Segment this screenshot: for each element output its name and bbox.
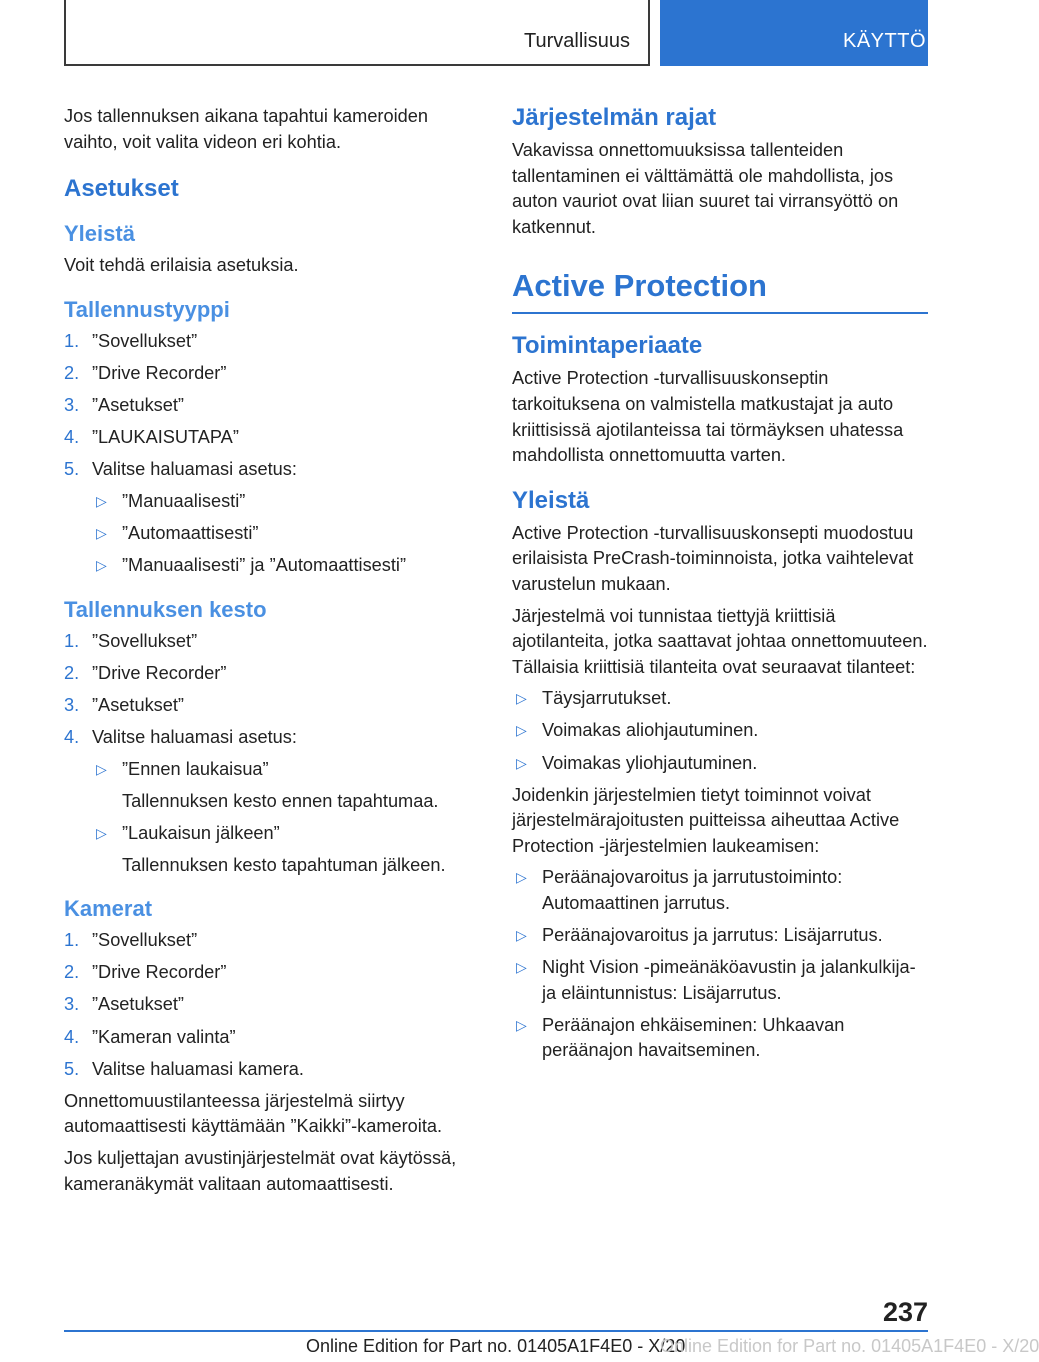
triangle-right-icon: ▷ (516, 1016, 527, 1033)
list-item: ▷ Peräänajovaroitus ja jarrutus: Lisäjarrutus. (512, 923, 928, 949)
principle-heading: Toimintaperiaate (512, 332, 703, 360)
general-heading: Yleistä (64, 221, 135, 247)
list-item: 3. ”Asetukset” (64, 695, 184, 716)
ap-general-heading: Yleistä (512, 486, 590, 514)
page-number: 237 (882, 1297, 928, 1327)
duration-options (64, 757, 478, 878)
duration-heading: Tallennuksen kesto (64, 597, 267, 623)
list-item: ▷ Voimakas yliohjautuminen. (512, 751, 928, 777)
triangle-right-icon: ▷ (96, 557, 107, 574)
triangle-right-icon: ▷ (516, 722, 527, 739)
watermark-text: Online Edition for Part no. 01405A1F4E0 - X/20 (660, 1336, 1039, 1356)
list-item: ▷ Peräänajovaroitus ja jarrutustoiminto: Automaattinen jarrutus. (512, 865, 928, 916)
list-item: ▷ ”Automaattisesti” (64, 521, 478, 547)
list-item: 5. Valitse haluamasi kamera. (64, 1058, 304, 1079)
cameras-paragraph-2: Jos kuljettajan avustinjärjestelmät ovat käytössä, kameranäkymät valitaan automaattisesti. (64, 1147, 457, 1194)
triangle-right-icon: ▷ (516, 959, 527, 976)
ap-general-paragraph-2: Järjestelmä voi tunnistaa tiettyjä kriittisiä ajotilanteita, jotka saattavat johtaa onnettomuuteen. Tällaisia kriittisiä tilanteita ovat seuraavat tilanteet: (512, 605, 928, 677)
header-chapter-box (660, 0, 928, 66)
list-item: ▷ Voimakas aliohjautuminen. (512, 718, 928, 744)
general-text: Voit tehdä erilaisia asetuksia. (64, 255, 299, 276)
rectype-steps (64, 329, 478, 483)
rectype-options (64, 489, 478, 579)
list-item: ▷ ”Ennen laukaisua” Tallennuksen kesto ennen tapahtumaa. (64, 757, 478, 814)
list-item: 1. ”Sovellukset” (64, 330, 198, 351)
list-item: 3. ”Asetukset” (64, 394, 184, 415)
list-item: ▷ ”Manuaalisesti” (64, 489, 478, 515)
triangle-right-icon: ▷ (516, 927, 527, 944)
principle-text: Active Protection -turvallisuuskonseptin tarkoituksena on valmistella matkustajat ja auto kriittisissä ajotilanteissa tai törmäyksen uhatessa mahdollista onnettomuutta varten. (512, 368, 904, 466)
triangle-right-icon: ▷ (516, 754, 527, 771)
left-column (64, 104, 478, 1203)
header-chapter-title: KÄYTTÖ (842, 30, 926, 52)
list-item: ▷ Peräänajon ehkäiseminen: Uhkaavan peräänajon havaitseminen. (512, 1013, 928, 1064)
list-item: 4. ”Kameran valinta” (64, 1026, 236, 1047)
header-section-box (64, 0, 650, 66)
triangle-right-icon: ▷ (516, 690, 527, 707)
footer-divider (64, 1330, 928, 1332)
intro-text: Jos tallennuksen aikana tapahtui kameroiden vaihto, voit valita videon eri kohtia. (64, 106, 428, 152)
duration-steps (64, 629, 478, 751)
settings-heading: Asetukset (64, 175, 179, 203)
list-item: 2. ”Drive Recorder” (64, 362, 227, 383)
triangle-right-icon: ▷ (516, 869, 527, 886)
page-header (64, 0, 928, 66)
list-item: ▷ ”Manuaalisesti” ja ”Automaattisesti” (64, 553, 478, 579)
active-protection-heading: Active Protection (512, 268, 928, 314)
triangle-right-icon: ▷ (96, 761, 107, 778)
triangle-right-icon: ▷ (96, 493, 107, 510)
list-item: 2. ”Drive Recorder” (64, 962, 227, 983)
ap-general-paragraph-1: Active Protection -turvallisuuskonsepti muodostuu erilaisista PreCrash-toiminnoista, jotka vaihtelevat varustelun mukaan. (512, 522, 914, 594)
list-item: 1. ”Sovellukset” (64, 930, 198, 951)
trigger-text: Joidenkin järjestelmien tietyt toiminnot voivat järjestelmärajoitusten puitteissa aiheuttaa Active Protection -järjestelmien laukeamisen: (512, 784, 900, 856)
list-item: ▷ ”Laukaisun jälkeen” Tallennuksen kesto tapahtuman jälkeen. (64, 821, 478, 878)
triangle-right-icon: ▷ (96, 825, 107, 842)
list-item: 4. Valitse haluamasi asetus: (64, 727, 297, 748)
limits-heading: Järjestelmän rajat (512, 104, 717, 131)
list-item: 2. ”Drive Recorder” (64, 663, 227, 684)
situations-list (512, 686, 928, 776)
triggers-list (512, 865, 928, 1064)
limits-text: Vakavissa onnettomuuksissa tallenteiden tallentaminen ei välttämättä ole mahdollista, jos auton vauriot ovat liian suuret tai virransyöttö on katkennut. (512, 140, 899, 237)
list-item: 5. Valitse haluamasi asetus: (64, 459, 297, 480)
cameras-paragraph-1: Onnettomuustilanteessa järjestelmä siirtyy automaattisesti käyttämään ”Kaikki”-kameroita. (64, 1090, 443, 1137)
list-item: 4. ”LAUKAISUTAPA” (64, 427, 239, 448)
rectype-heading: Tallennustyyppi (64, 296, 230, 322)
edition-text: Online Edition for Part no. 01405A1F4E0 - X/20 (306, 1336, 686, 1356)
cameras-heading: Kamerat (64, 896, 153, 922)
list-item: 3. ”Asetukset” (64, 994, 184, 1015)
list-item: ▷ Night Vision -pimeänäköavustin ja jalankulkija- ja eläintunnistus: Lisäjarrutus. (512, 955, 928, 1006)
right-column (512, 104, 928, 1071)
list-item: ▷ Täysjarrutukset. (512, 686, 928, 712)
cameras-steps (64, 928, 478, 1082)
list-item: 1. ”Sovellukset” (64, 631, 198, 652)
triangle-right-icon: ▷ (96, 525, 107, 542)
header-section-title: Turvallisuus (524, 30, 630, 52)
